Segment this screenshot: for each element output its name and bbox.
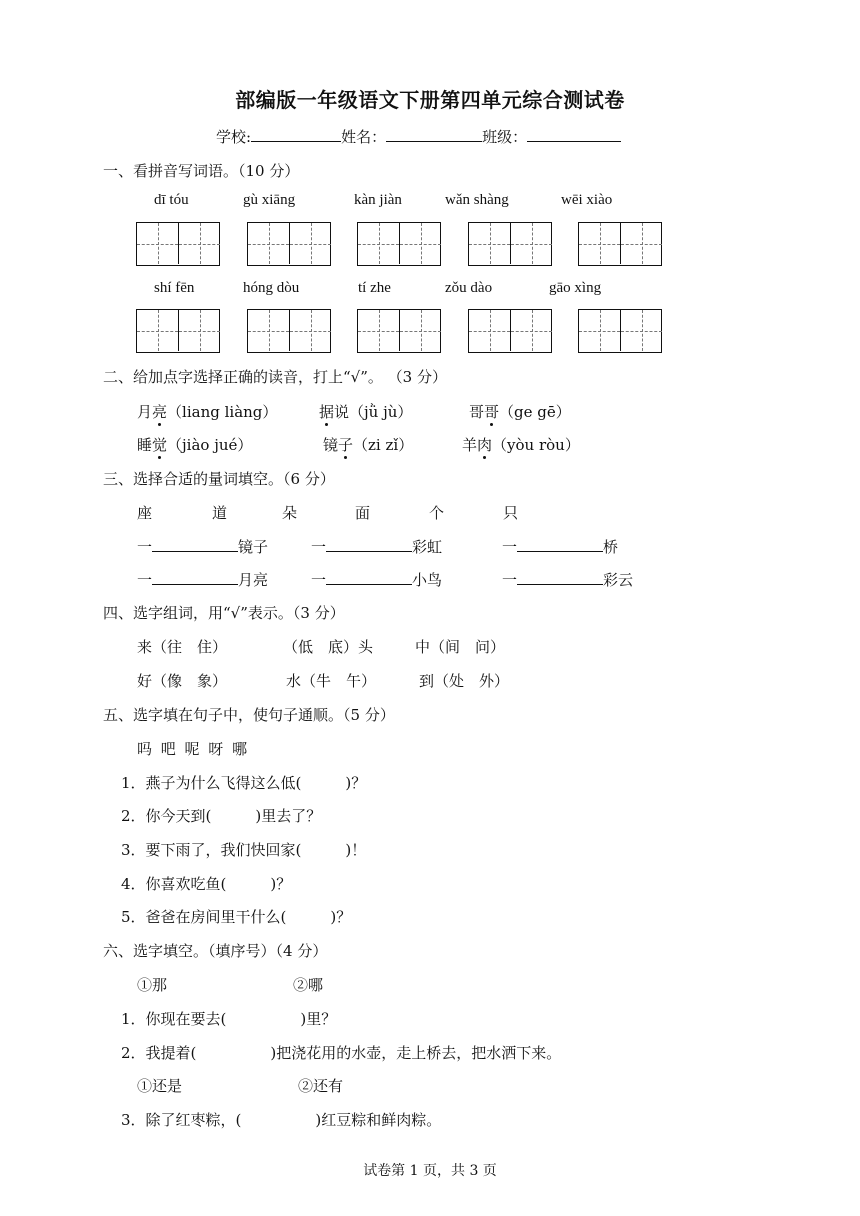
item-number: 5． <box>121 908 146 926</box>
sentence-text: 爸爸在房间里干什么( <box>145 908 287 926</box>
reading-item <box>319 401 412 422</box>
section-1-heading: 一、看拼音写词语。（10 分） <box>103 162 300 180</box>
sentence-text: )里？ <box>300 1010 337 1028</box>
pinyin: hóng dòu <box>243 280 300 296</box>
sentence-text: )！ <box>345 841 367 859</box>
section-2-heading: 二、给加点字选择正确的读音，打上“√”。 （3 分） <box>103 368 447 386</box>
sentence-text: )里去了？ <box>255 807 322 825</box>
school-blank[interactable] <box>251 127 341 142</box>
section-3-heading: 三、选择合适的量词填空。（6 分） <box>103 470 335 488</box>
class-blank[interactable] <box>527 127 621 142</box>
dotted-char: 哥 <box>484 403 500 421</box>
reading-options[interactable]: （liang liàng） <box>167 403 278 421</box>
reading-options[interactable]: （jǜ jù） <box>349 403 413 421</box>
item-number: 3． <box>121 841 146 859</box>
one-char: 一 <box>311 571 327 589</box>
noun: 桥 <box>603 538 619 556</box>
one-char: 一 <box>502 538 518 556</box>
pinyin: wēi xiào <box>561 192 613 208</box>
sentence-text: 你现在要去( <box>145 1010 227 1028</box>
school-label: 学校: <box>216 128 252 146</box>
section-4-heading: 四、选字组词，用“√”表示。（3 分） <box>103 604 345 622</box>
fill-item <box>502 536 618 557</box>
sentence-item <box>121 805 321 826</box>
name-label: 姓名： <box>341 128 387 146</box>
page-title: 部编版一年级语文下册第四单元综合测试卷 <box>235 88 625 112</box>
page-footer: 试卷第 1 页，共 3 页 <box>363 1163 497 1179</box>
one-char: 一 <box>137 571 153 589</box>
name-blank[interactable] <box>386 127 482 142</box>
one-char: 一 <box>311 538 327 556</box>
sentence-text: )？ <box>345 774 367 792</box>
measure-word: 朵 <box>282 504 298 522</box>
particle-options: 吗 吧 呢 呀 哪 <box>137 740 248 758</box>
class-label: 班级： <box>482 128 528 146</box>
reading-options[interactable]: （yòu ròu） <box>492 436 580 454</box>
pinyin: gāo xìng <box>549 280 602 296</box>
reading-options[interactable]: （zi zǐ） <box>353 436 414 454</box>
reading-item <box>469 401 571 422</box>
word-choice[interactable]: 好（像 象） <box>137 672 228 690</box>
answer-blank[interactable] <box>517 537 603 552</box>
char: 镜 <box>323 436 339 454</box>
item-number: 1． <box>121 1010 146 1028</box>
sentence-text: 我提着( <box>145 1044 197 1062</box>
sentence-text: 你今天到( <box>145 807 212 825</box>
writing-grid[interactable] <box>247 222 331 266</box>
measure-word: 面 <box>355 504 371 522</box>
dotted-char: 亮 <box>152 403 168 421</box>
pinyin: tí zhe <box>358 280 391 296</box>
pinyin: wǎn shàng <box>445 192 509 208</box>
sentence-text: 燕子为什么飞得这么低( <box>145 774 302 792</box>
sentence-item <box>121 1042 561 1063</box>
char: 月 <box>137 403 153 421</box>
word-choice[interactable]: 来（往 住） <box>137 638 228 656</box>
sentence-text: )？ <box>270 875 292 893</box>
option: ①那 <box>137 976 168 994</box>
sentence-item <box>121 1109 441 1130</box>
sentence-text: )？ <box>330 908 352 926</box>
reading-item <box>462 434 580 455</box>
word-choice[interactable]: 到（处 外） <box>419 672 510 690</box>
reading-options[interactable]: （ge gē） <box>499 403 571 421</box>
writing-grid[interactable] <box>468 309 552 353</box>
fill-item <box>311 569 442 590</box>
noun: 彩云 <box>603 571 634 589</box>
pinyin: kàn jiàn <box>354 192 402 208</box>
dotted-char: 觉 <box>152 436 168 454</box>
reading-options[interactable]: （jiào jué） <box>167 436 253 454</box>
item-number: 2． <box>121 1044 146 1062</box>
dotted-char: 据 <box>319 403 335 421</box>
sentence-text: )把浇花用的水壶，走上桥去，把水洒下来。 <box>270 1044 562 1062</box>
measure-word: 个 <box>429 504 445 522</box>
answer-blank[interactable] <box>517 570 603 585</box>
option: ②还有 <box>298 1077 344 1095</box>
reading-item <box>137 401 277 422</box>
word-choice[interactable]: （低 底）头 <box>283 638 374 656</box>
fill-item <box>311 536 442 557</box>
char: 羊 <box>462 436 478 454</box>
fill-item <box>502 569 633 590</box>
sentence-text: )红豆粽和鲜肉粽。 <box>315 1111 442 1129</box>
option: ②哪 <box>293 976 324 994</box>
measure-word: 座 <box>137 504 153 522</box>
answer-blank[interactable] <box>326 570 412 585</box>
word-choice[interactable]: 中（间 问） <box>415 638 506 656</box>
noun: 小鸟 <box>412 571 443 589</box>
section-5-heading: 五、选字填在句子中，使句子通顺。（5 分） <box>103 706 395 724</box>
sentence-item <box>121 1008 336 1029</box>
fill-item <box>137 569 268 590</box>
pinyin: shí fēn <box>154 280 195 296</box>
pinyin: gù xiāng <box>243 192 296 208</box>
answer-blank[interactable] <box>326 537 412 552</box>
fill-item <box>137 536 268 557</box>
sentence-text: 你喜欢吃鱼( <box>145 875 227 893</box>
answer-blank[interactable] <box>152 537 238 552</box>
dotted-char: 子 <box>338 436 354 454</box>
sentence-text: 要下雨了，我们快回家( <box>145 841 302 859</box>
writing-grid[interactable] <box>136 309 220 353</box>
sentence-text: 除了红枣粽，( <box>145 1111 242 1129</box>
option: ①还是 <box>137 1077 183 1095</box>
char: 睡 <box>137 436 153 454</box>
writing-grid[interactable] <box>357 222 441 266</box>
dotted-char: 肉 <box>477 436 493 454</box>
item-number: 2． <box>121 807 146 825</box>
student-info <box>216 126 621 147</box>
writing-grid[interactable] <box>578 222 662 266</box>
pinyin: dī tóu <box>154 192 189 208</box>
writing-grid[interactable] <box>357 309 441 353</box>
pinyin: zǒu dào <box>445 280 493 296</box>
answer-blank[interactable] <box>152 570 238 585</box>
sentence-item <box>121 873 291 894</box>
char: 说 <box>334 403 350 421</box>
one-char: 一 <box>502 571 518 589</box>
reading-item <box>323 434 413 455</box>
writing-grid[interactable] <box>578 309 662 353</box>
reading-item <box>137 434 252 455</box>
item-number: 4． <box>121 875 146 893</box>
one-char: 一 <box>137 538 153 556</box>
item-number: 3． <box>121 1111 146 1129</box>
measure-word: 道 <box>212 504 228 522</box>
writing-grid[interactable] <box>136 222 220 266</box>
writing-grid[interactable] <box>468 222 552 266</box>
measure-word: 只 <box>503 504 519 522</box>
sentence-item <box>121 839 366 860</box>
writing-grid[interactable] <box>247 309 331 353</box>
noun: 月亮 <box>238 571 269 589</box>
noun: 镜子 <box>238 538 269 556</box>
sentence-item <box>121 906 351 927</box>
word-choice[interactable]: 水（牛 午） <box>286 672 377 690</box>
item-number: 1． <box>121 774 146 792</box>
noun: 彩虹 <box>412 538 443 556</box>
char: 哥 <box>469 403 485 421</box>
sentence-item <box>121 772 366 793</box>
section-6-heading: 六、选字填空。（填序号）（4 分） <box>103 942 328 960</box>
